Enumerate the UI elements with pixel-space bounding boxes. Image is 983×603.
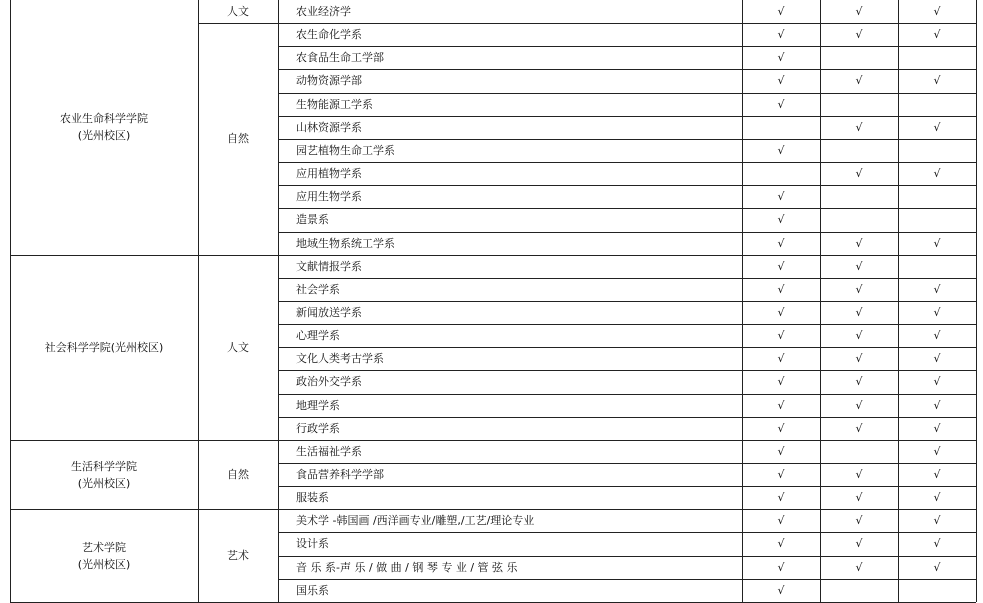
major-name: 生活福祉学系 xyxy=(296,444,362,458)
college-name: 生活科学学院 (光州校区) xyxy=(71,459,137,490)
college-name: 艺术学院 (光州校区) xyxy=(77,540,131,571)
column-divider xyxy=(10,0,11,602)
check-mark: √ xyxy=(777,375,785,389)
check-mark: √ xyxy=(855,5,863,19)
check-mark: √ xyxy=(933,167,941,181)
check-mark xyxy=(820,208,898,231)
check-mark: √ xyxy=(933,120,941,134)
check-mark: √ xyxy=(933,28,941,42)
check-mark: √ xyxy=(933,282,941,296)
category-label: 人文 xyxy=(227,5,249,19)
major-name: 行政学系 xyxy=(296,421,340,435)
check-mark xyxy=(820,440,898,463)
check-mark: √ xyxy=(777,514,785,528)
major-name: 农生命化学系 xyxy=(296,28,362,42)
check-mark: √ xyxy=(933,560,941,574)
check-mark: √ xyxy=(777,51,785,65)
check-mark: √ xyxy=(933,305,941,319)
check-mark: √ xyxy=(855,398,863,412)
column-divider xyxy=(820,0,821,602)
check-mark: √ xyxy=(933,375,941,389)
major-name: 地理学系 xyxy=(296,398,340,412)
check-mark: √ xyxy=(933,398,941,412)
check-mark: √ xyxy=(933,468,941,482)
check-mark: √ xyxy=(777,421,785,435)
check-mark: √ xyxy=(777,491,785,505)
check-mark: √ xyxy=(777,143,785,157)
check-mark xyxy=(820,139,898,162)
major-name: 心理学系 xyxy=(296,329,340,343)
check-mark: √ xyxy=(855,375,863,389)
major-name: 应用植物学系 xyxy=(296,167,362,181)
check-mark xyxy=(898,93,976,116)
check-mark: √ xyxy=(777,583,785,597)
check-mark: √ xyxy=(777,537,785,551)
check-mark: √ xyxy=(855,329,863,343)
category-label: 人文 xyxy=(227,340,249,354)
major-name: 政治外交学系 xyxy=(296,375,362,389)
check-mark: √ xyxy=(855,421,863,435)
major-name: 地域生物系统工学系 xyxy=(296,236,395,250)
check-mark: √ xyxy=(855,167,863,181)
check-mark: √ xyxy=(855,491,863,505)
check-mark: √ xyxy=(933,514,941,528)
major-name: 设计系 xyxy=(296,537,329,551)
major-name: 国乐系 xyxy=(296,583,329,597)
check-mark xyxy=(898,208,976,231)
category-label: 自然 xyxy=(227,468,249,482)
check-mark: √ xyxy=(855,236,863,250)
check-mark: √ xyxy=(777,28,785,42)
check-mark xyxy=(820,46,898,69)
check-mark: √ xyxy=(777,305,785,319)
check-mark xyxy=(820,579,898,602)
check-mark xyxy=(820,93,898,116)
check-mark xyxy=(898,139,976,162)
check-mark: √ xyxy=(777,444,785,458)
major-name: 农食品生命工学部 xyxy=(296,51,384,65)
check-mark: √ xyxy=(933,74,941,88)
column-divider xyxy=(278,0,279,602)
college-name: 农业生命科学学院 (光州校区) xyxy=(60,112,148,143)
check-mark: √ xyxy=(777,282,785,296)
check-mark xyxy=(742,162,820,185)
check-mark: √ xyxy=(777,259,785,273)
check-mark: √ xyxy=(777,190,785,204)
check-mark: √ xyxy=(855,74,863,88)
major-name: 服装系 xyxy=(296,491,329,505)
check-mark xyxy=(898,185,976,208)
major-name: 农业经济学 xyxy=(296,5,351,19)
check-mark: √ xyxy=(933,236,941,250)
check-mark xyxy=(898,46,976,69)
major-name: 新闻放送学系 xyxy=(296,305,362,319)
check-mark: √ xyxy=(855,514,863,528)
check-mark: √ xyxy=(855,352,863,366)
check-mark: √ xyxy=(933,329,941,343)
check-mark: √ xyxy=(777,352,785,366)
check-mark: √ xyxy=(855,305,863,319)
major-name: 动物资源学部 xyxy=(296,74,362,88)
column-divider xyxy=(742,0,743,602)
column-divider xyxy=(898,0,899,602)
major-name: 生物能源工学系 xyxy=(296,97,373,111)
major-name: 音 乐 系-声 乐 / 做 曲 / 钢 琴 专 业 / 管 弦 乐 xyxy=(296,560,518,574)
major-name: 食品营养科学学部 xyxy=(296,468,384,482)
major-name: 园艺植物生命工学系 xyxy=(296,143,395,157)
check-mark: √ xyxy=(933,491,941,505)
check-mark: √ xyxy=(777,97,785,111)
major-name: 应用生物学系 xyxy=(296,190,362,204)
check-mark xyxy=(898,255,976,278)
column-divider xyxy=(198,0,199,602)
check-mark: √ xyxy=(855,468,863,482)
column-divider xyxy=(976,0,977,602)
major-name: 造景系 xyxy=(296,213,329,227)
check-mark: √ xyxy=(933,5,941,19)
check-mark: √ xyxy=(777,398,785,412)
check-mark: √ xyxy=(777,236,785,250)
check-mark xyxy=(820,185,898,208)
check-mark xyxy=(742,116,820,139)
check-mark: √ xyxy=(855,120,863,134)
category-label: 艺术 xyxy=(227,549,249,563)
check-mark: √ xyxy=(777,213,785,227)
check-mark: √ xyxy=(855,259,863,273)
check-mark: √ xyxy=(933,537,941,551)
major-name: 社会学系 xyxy=(296,282,340,296)
check-mark: √ xyxy=(777,5,785,19)
check-mark: √ xyxy=(933,421,941,435)
check-mark xyxy=(898,579,976,602)
check-mark: √ xyxy=(933,352,941,366)
major-name: 文化人类考古学系 xyxy=(296,352,384,366)
check-mark: √ xyxy=(855,560,863,574)
check-mark: √ xyxy=(777,468,785,482)
check-mark: √ xyxy=(855,537,863,551)
check-mark: √ xyxy=(855,282,863,296)
check-mark: √ xyxy=(855,28,863,42)
major-name: 山林资源学系 xyxy=(296,120,362,134)
major-name: 文献情报学系 xyxy=(296,259,362,273)
check-mark: √ xyxy=(777,74,785,88)
check-mark: √ xyxy=(777,560,785,574)
category-label: 自然 xyxy=(227,132,249,146)
college-name: 社会科学学院(光州校区) xyxy=(44,340,164,354)
check-mark: √ xyxy=(777,329,785,343)
major-name: 美术学 -韩国画 /西洋画专业/雕塑,/工艺/理论专业 xyxy=(296,514,535,528)
check-mark: √ xyxy=(933,444,941,458)
